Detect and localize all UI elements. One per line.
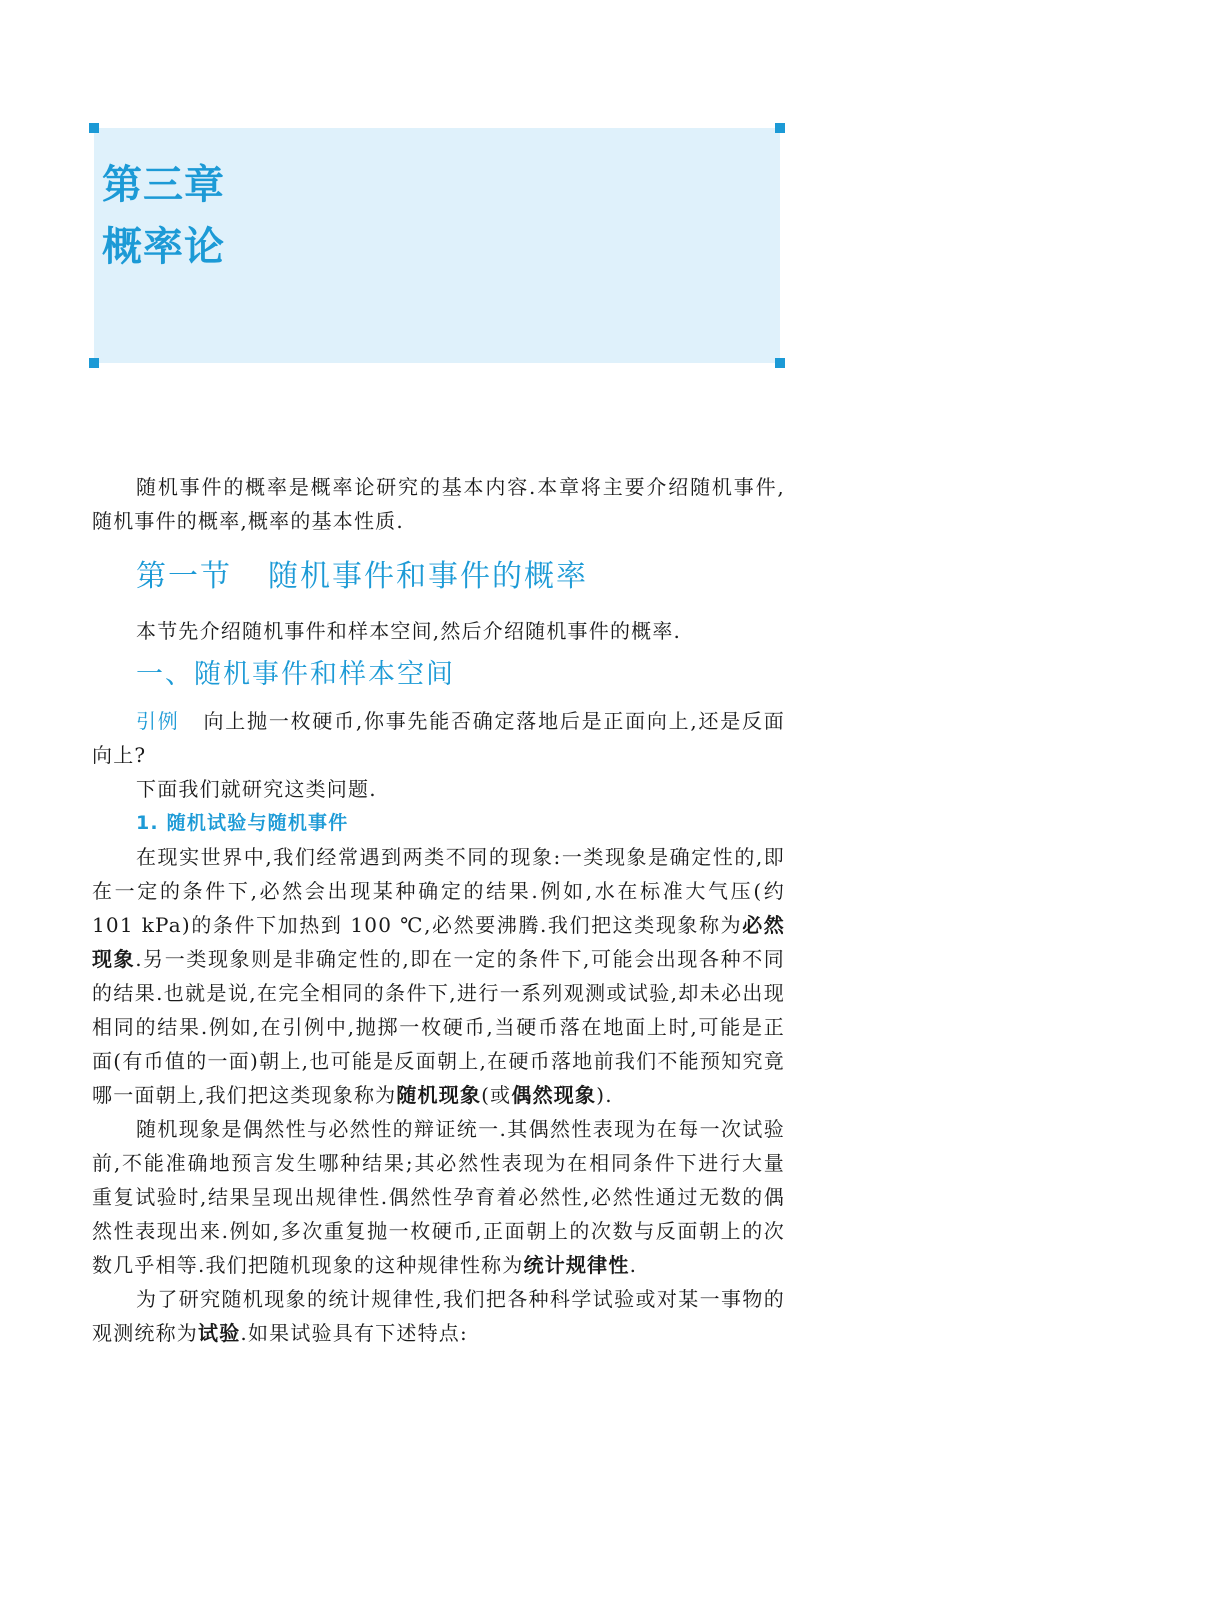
paragraph-trial: [92, 1282, 785, 1350]
term-certain-phenomenon: 必然现象: [92, 913, 786, 971]
corner-marker: [775, 358, 785, 368]
example-text: 向上抛一枚硬币,你事先能否确定落地后是正面向上,还是反面向上?: [92, 709, 785, 767]
term-statistical-regularity: 统计规律性: [523, 1253, 630, 1277]
example-label: 引例: [136, 709, 180, 733]
section-intro: 本节先介绍随机事件和样本空间,然后介绍随机事件的概率.: [136, 619, 682, 643]
corner-marker: [89, 123, 99, 133]
text-run: .如果试验具有下述特点:: [240, 1321, 468, 1345]
paragraph-phenomena: [92, 840, 785, 1112]
chapter-number: 第三章: [102, 162, 225, 208]
section-number: 第一节: [136, 559, 232, 594]
corner-marker: [775, 123, 785, 133]
page-content: [92, 470, 785, 1350]
paragraph-regularity: [92, 1112, 785, 1282]
term-accidental-phenomenon: 偶然现象: [511, 1083, 597, 1107]
section-title: 随机事件和事件的概率: [268, 559, 588, 594]
chapter-name: 概率论: [102, 224, 225, 270]
text-run: ).: [596, 1083, 613, 1107]
lead-paragraph: 下面我们就研究这类问题.: [136, 777, 377, 801]
example-paragraph: [92, 704, 785, 772]
text-run: 随机现象是偶然性与必然性的辩证统一.其偶然性表现为在每一次试验前,不能准确地预言发生哪种结果;其必然性表现为在相同条件下进行大量重复试验时,结果呈现出规律性.偶然性孕育着必然性,必然性通过无数的偶然性表现出来.例如,多次重复抛一枚硬币,正面朝上的次数与反面朝上的次数几乎相等.我们把随机现象的这种规律性称为: [92, 1117, 785, 1277]
term-trial: 试验: [198, 1321, 241, 1345]
text-run: 在现实世界中,我们经常遇到两类不同的现象:一类现象是确定性的,即在一定的条件下,必然会出现某种确定的结果.例如,水在标准大气压(约 101 kPa)的条件下加热到 100 ℃,必然要沸腾.我们把这类现象称为: [92, 845, 785, 937]
section-heading: [136, 550, 785, 604]
chapter-intro: 随机事件的概率是概率论研究的基本内容.本章将主要介绍随机事件,随机事件的概率,概率的基本性质.: [92, 475, 785, 533]
term-random-phenomenon: 随机现象: [396, 1083, 482, 1107]
subsection-heading: 一、随机事件和样本空间: [136, 659, 455, 690]
text-run: (或: [481, 1083, 512, 1107]
text-run: 为了研究随机现象的统计规律性,我们把各种科学试验或对某一事物的观测统称为: [92, 1287, 785, 1345]
topic-heading: 1. 随机试验与随机事件: [136, 812, 349, 834]
chapter-title: [102, 154, 225, 278]
corner-marker: [89, 358, 99, 368]
text-run: .另一类现象则是非确定性的,即在一定的条件下,可能会出现各种不同的结果.也就是说,在完全相同的条件下,进行一系列观测或试验,却未必出现相同的结果.例如,在引例中,抛掷一枚硬币,当硬币落在地面上时,可能是正面(有币值的一面)朝上,也可能是反面朝上,在硬币落地前我们不能预知究竟哪一面朝上,我们把这类现象称为: [92, 947, 785, 1107]
chapter-header-box: [94, 128, 780, 363]
text-run: .: [629, 1253, 638, 1277]
